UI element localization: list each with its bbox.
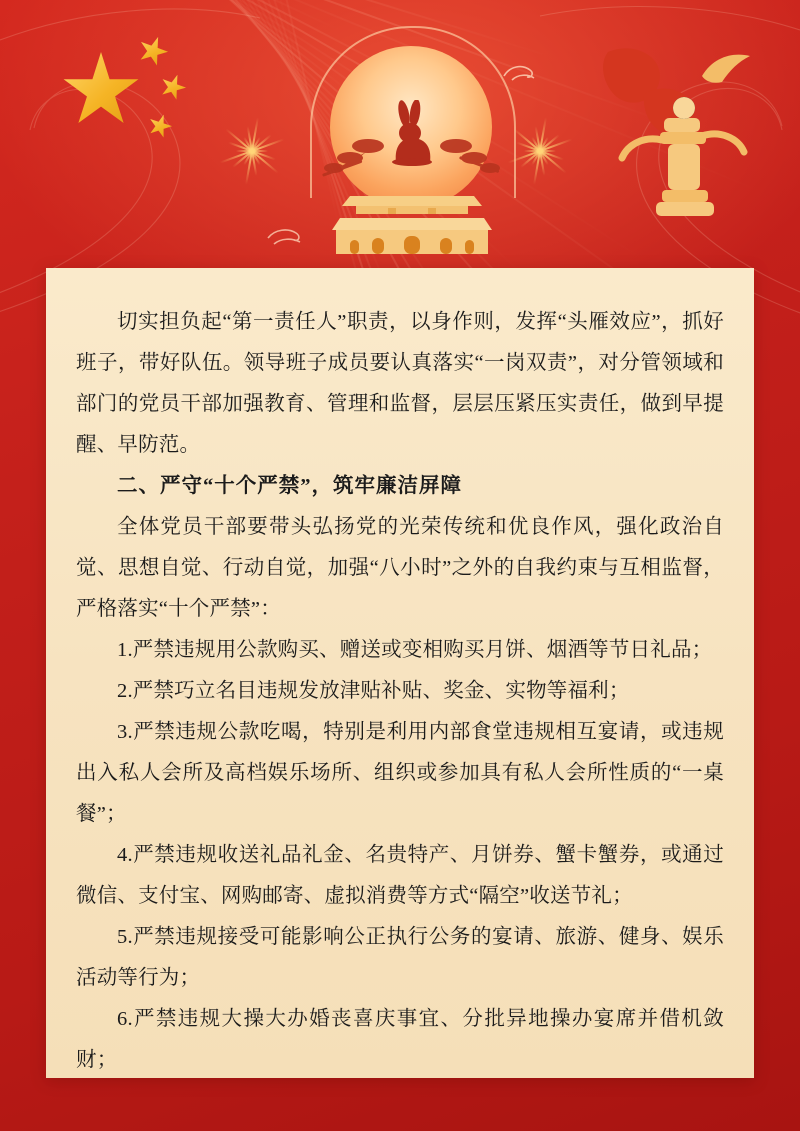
star-icon bbox=[145, 111, 175, 141]
phoenix-bird-icon bbox=[700, 50, 752, 84]
central-emblem bbox=[296, 20, 526, 255]
paragraph: 全体党员干部要带头弘扬党的光荣传统和优良作风，强化政治自觉、思想自觉、行动自觉，加强“八小时”之外的自我约束与互相监督，严格落实“十个严禁”： bbox=[76, 516, 724, 620]
list-item: 5.严禁违规接受可能影响公正执行公务的宴请、旅游、健身、娱乐活动等行为； bbox=[76, 926, 724, 989]
paragraph: 切实担负起“第一责任人”职责，以身作则，发挥“头雁效应”，抓好班子，带好队伍。领导班子成员要认真落实“一岗双责”，对分管领域和部门的党员干部加强教育、管理和监督，层层压紧压实责任，做到早提醒、早防范。 bbox=[76, 311, 724, 456]
list-item: 2.严禁巧立名目违规发放津贴补贴、奖金、实物等福利； bbox=[117, 680, 630, 702]
list-item: 4.严禁违规收送礼品礼金、名贵特产、月饼券、蟹卡蟹券，或通过微信、支付宝、网购邮寄、虚拟消费等方式“隔空”收送节礼； bbox=[76, 844, 724, 907]
document-card bbox=[46, 268, 754, 1078]
document-body bbox=[76, 302, 724, 1081]
list-item: 6.严禁违规大操大办婚丧喜庆事宜、分批异地操办宴席并借机敛财； bbox=[76, 1008, 724, 1071]
rabbit-icon bbox=[382, 100, 438, 166]
list-item: 1.严禁违规用公款购买、赠送或变相购买月饼、烟酒等节日礼品； bbox=[117, 639, 713, 661]
star-icon bbox=[156, 70, 189, 103]
star-icon bbox=[134, 32, 172, 70]
list-item: 3.严禁违规公款吃喝，特别是利用内部食堂违规相互宴请，或违规出入私人会所及高档娱乐场所、组织或参加具有私人会所性质的“一桌餐”； bbox=[76, 721, 724, 825]
gate-tower-icon bbox=[326, 168, 498, 254]
cloud-mark-icon bbox=[266, 226, 308, 246]
section-heading: 二、严守“十个严禁”，筑牢廉洁屏障 bbox=[117, 475, 462, 497]
star-icon bbox=[62, 52, 140, 130]
cloud-mark-icon bbox=[502, 62, 542, 82]
star-cluster bbox=[60, 30, 230, 170]
